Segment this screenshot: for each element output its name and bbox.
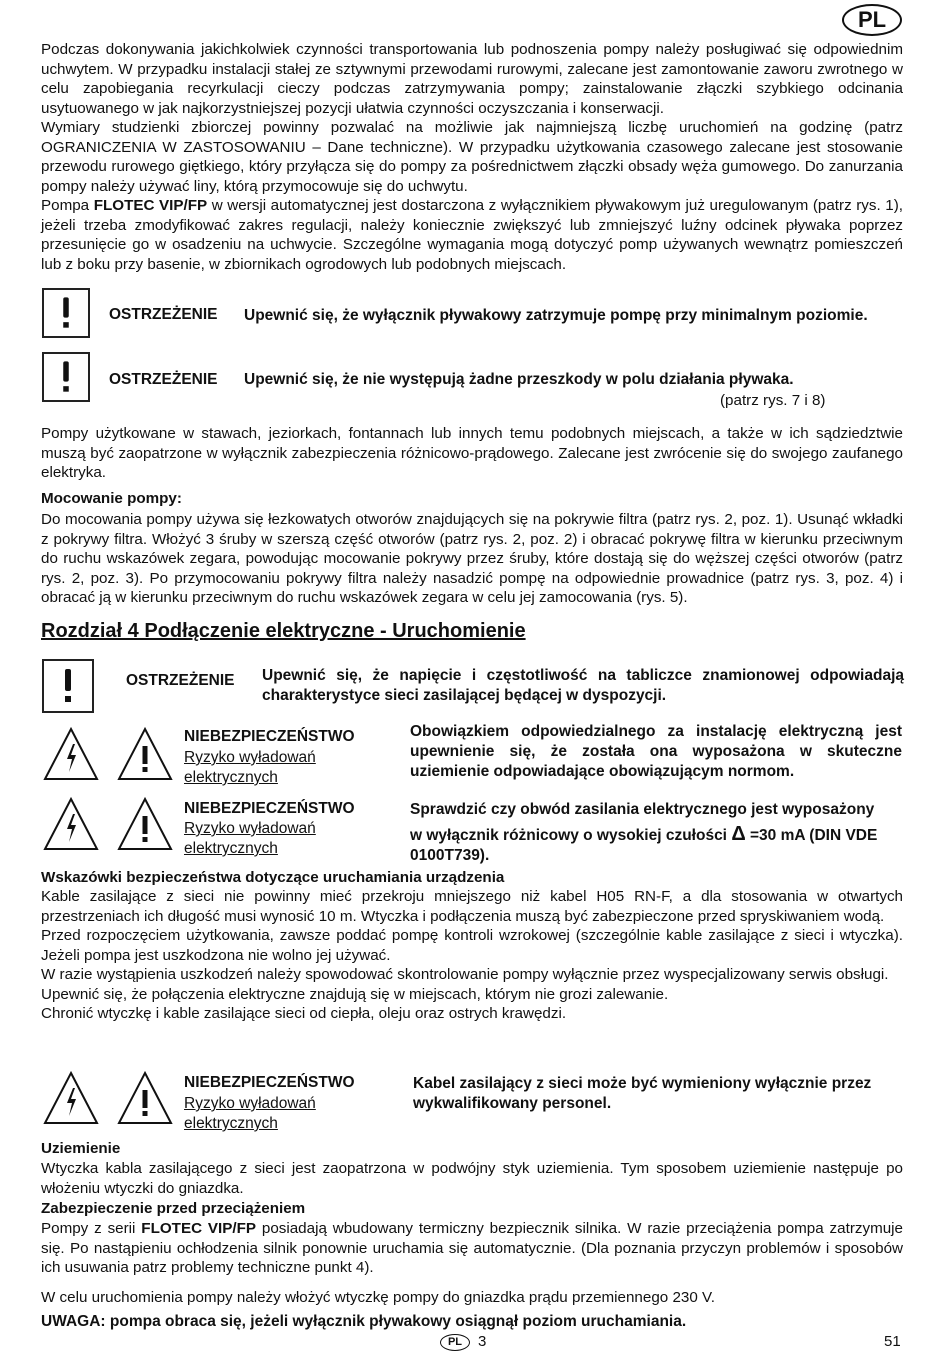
product-name: FLOTEC VIP/FP [93, 197, 208, 214]
warning-label: OSTRZEŻENIE [126, 672, 235, 689]
danger-label: NIEBEZPIECZEŃSTWO [184, 1074, 355, 1091]
delta-symbol: Δ [731, 823, 746, 845]
warning-icon [42, 288, 90, 338]
danger-label: NIEBEZPIECZEŃSTWO [184, 800, 355, 817]
electric-shock-icon [42, 726, 100, 782]
mounting-paragraph: Do mocowania pompy używa się łezkowatych otworów znajdujących się na pokrywie filtra (patrz rys. 2, poz. 1). Usunąć wkładki z pokrywy filtra. Włożyć 3 śruby w szerszą część otworów (patrz rys. 2, poz. 2) i obracać pokrywę filtra w kierunku przeciwnym do ruchu wskazówek zegara, powodując mocowanie pokrywy przez śruby, które dostają się do węższej części otworów (patrz rys. 2, poz. 3). Po przymocowaniu pokrywy filtra należy nasadzić pompę na odpowiednie prowadnice (patrz rys. 3, poz. 4) i obracać ją w kierunku przeciwnym do ruchu wskazówek zegara w celu jej zamocowania (rys. 5). [41, 511, 903, 606]
danger-subtitle: elektrycznych [184, 1115, 278, 1132]
product-name: FLOTEC VIP/FP [141, 1220, 257, 1237]
overload-paragraph: Pompy z serii FLOTEC VIP/FP posiadają wbudowany termiczny bezpiecznik silnika. W razie przeciążenia pompa zatrzymuje się. Po nastąpieniu ochłodzenia silnik ponownie uruchamia się automatycznie. (Dla poznania przyczyn problemów i sposobów ich usuwania patrz problemy techniczne punkt 4). [41, 1220, 903, 1276]
warning-text: Upewnić się, że napięcie i częstotliwość na tabliczce znamionowej odpowiadają charakterystyce sieci zasilającej będącej w dyspozycji. [262, 667, 904, 704]
danger-subtitle: Ryzyko wyładowań [184, 820, 316, 837]
overload-title: Zabezpieczenie przed przeciążeniem [41, 1200, 306, 1217]
intro-paragraph: Wymiary studzienki zbiorczej powinny pozwalać na możliwie jak najmniejszą liczbę uruchomień na godzinę (patrz OGRANICZENIA W ZASTOSOWANIU – Dane techniczne). W przypadku użytkowania czasowego zalecane jest stosowanie przewodu rurowego giętkiego, który przyłącza się do pompy za pośrednictwem złączki obsady węża gumowego. Do zanurzania pompy należy używać liny, którą przymocowuje się do uchwytu. [41, 119, 903, 195]
danger-subtitle: Ryzyko wyładowań [184, 1095, 316, 1112]
figure-reference: (patrz rys. 7 i 8) [720, 392, 826, 409]
danger-subtitle: Ryzyko wyładowań [184, 749, 316, 766]
float-switch-paragraph: Pompa FLOTEC VIP/FP w wersji automatycznej jest dostarczona z wyłącznikiem pływakowym już uregulowanym (patrz rys. 1), jeżeli trzeba zmodyfikować zakres regulacji, należy koniecznie zwiększyć lub zmniejszyć luźny odcinek pływaka poprzez przesunięcie go w osadzeniu na uchwycie. Szczególne wymagania mogą dotyczyć pomp używanych wewnątrz pomieszczeń lub z boku przy basenie, w zbiornikach ogrodowych lub podobnych miejscach. [41, 197, 904, 273]
startup-paragraph: W celu uruchomienia pompy należy włożyć wtyczkę pompy do gniazdka prądu przemiennego 230 V. [41, 1289, 715, 1306]
safety-block: Kable zasilające z sieci nie powinny mieć przekroju mniejszego niż kabel H05 RN-F, a dla stosowania w otwartych przestrzeniach ich długość musi wynosić 10 m. Wtyczka i podłączenia muszą być zabezpieczone przed spryskiwaniem wodą. Przed rozpoczęciem użytkowania, zawsze poddać pompę kontroli wzrokowej (szczególnie kable zasilające z sieci i wtyczka). Jeżeli pompa jest uszkodzona nie wolno jej używać. W razie wystąpienia uszkodzeń należy spowodować skontrolowanie pompy wyłącznie przez wyspecjalizowany serwis obsługi. Upewnić się, że połączenia elektryczne znajdują się w miejscach, którym nie grozi zalewanie. Chronić wtyczkę i kable zasilające sieci od ciepła, oleju oraz ostrych krawędzi. [41, 888, 903, 1022]
page-number: 51 [884, 1333, 901, 1350]
danger-text: Obowiązkiem odpowiedzialnego za instalację elektryczną jest upewnienie się, że została ona wyposażona w skuteczne uziemienie odpowiadające obowiązującym normom. [410, 723, 902, 780]
electric-shock-icon [42, 1070, 100, 1126]
ponds-paragraph: Pompy użytkowane w stawach, jeziorkach, fontannach lub innych temu podobnych miejscach, a także w ich sądziedztwie muszą być zaopatrzone w wyłącznik zabezpieczenia różnicowo-prądowego. Zalecane jest zwrócenie się do swojego zaufanego elektryka. [41, 425, 903, 481]
warning-icon [42, 659, 94, 713]
warning-label: OSTRZEŻENIE [109, 306, 218, 323]
footer-language-badge: PL [440, 1334, 470, 1351]
warning-text: Upewnić się, że wyłącznik pływakowy zatrzymuje pompę przy minimalnym poziomie. [244, 307, 868, 324]
grounding-paragraph: Wtyczka kabla zasilającego z sieci jest zaopatrzona w podwójny styk uziemienia. Tym sposobem uziemienie następuje po włożeniu wtyczki do gniazdka. [41, 1160, 903, 1197]
language-badge: PL [842, 4, 902, 36]
grounding-title: Uziemienie [41, 1140, 121, 1157]
danger-subtitle: elektrycznych [184, 840, 278, 857]
warning-icon [42, 352, 90, 402]
general-danger-icon [116, 1070, 174, 1126]
danger-subtitle: elektrycznych [184, 769, 278, 786]
note-paragraph: UWAGA: pompa obraca się, jeżeli wyłącznik pływakowy osiągnął poziom uruchamiania. [41, 1313, 687, 1330]
mounting-title: Mocowanie pompy: [41, 490, 182, 507]
footer-section-number: 3 [478, 1333, 487, 1350]
safety-title: Wskazówki bezpieczeństwa dotyczące uruchamiania urządzenia [41, 869, 505, 886]
danger-text: Sprawdzić czy obwód zasilania elektrycznego jest wyposażony w wyłącznik różnicowy o wysokiej czułości Δ =30 mA (DIN VDE 0100T739). [410, 801, 878, 864]
general-danger-icon [116, 726, 174, 782]
warning-label: OSTRZEŻENIE [109, 371, 218, 388]
warning-text: Upewnić się, że nie występują żadne przeszkody w polu działania pływaka. [244, 371, 794, 388]
section-title: Rozdział 4 Podłączenie elektryczne - Uruchomienie [41, 620, 526, 642]
intro-block [41, 40, 903, 274]
electric-shock-icon [42, 796, 100, 852]
general-danger-icon [116, 796, 174, 852]
danger-text: Kabel zasilający z sieci może być wymieniony wyłącznie przez wykwalifikowany personel. [413, 1075, 872, 1112]
intro-paragraph: Podczas dokonywania jakichkolwiek czynności transportowania lub podnoszenia pompy należy posługiwać się odpowiednim uchwytem. W przypadku instalacji stałej ze sztywnymi przewodami rurowymi, zalecane jest zamontowanie zaworu zwrotnego w celu zapobiegania recyrkulacji cieczy podczas zatrzymywania pompy; zainstalowanie złączki szybkiego odcinania usytuowanego w jak najkorzystniejszej pozycji ułatwia czynności oczyszczania i konserwacji. [41, 41, 903, 117]
danger-label: NIEBEZPIECZEŃSTWO [184, 728, 355, 745]
